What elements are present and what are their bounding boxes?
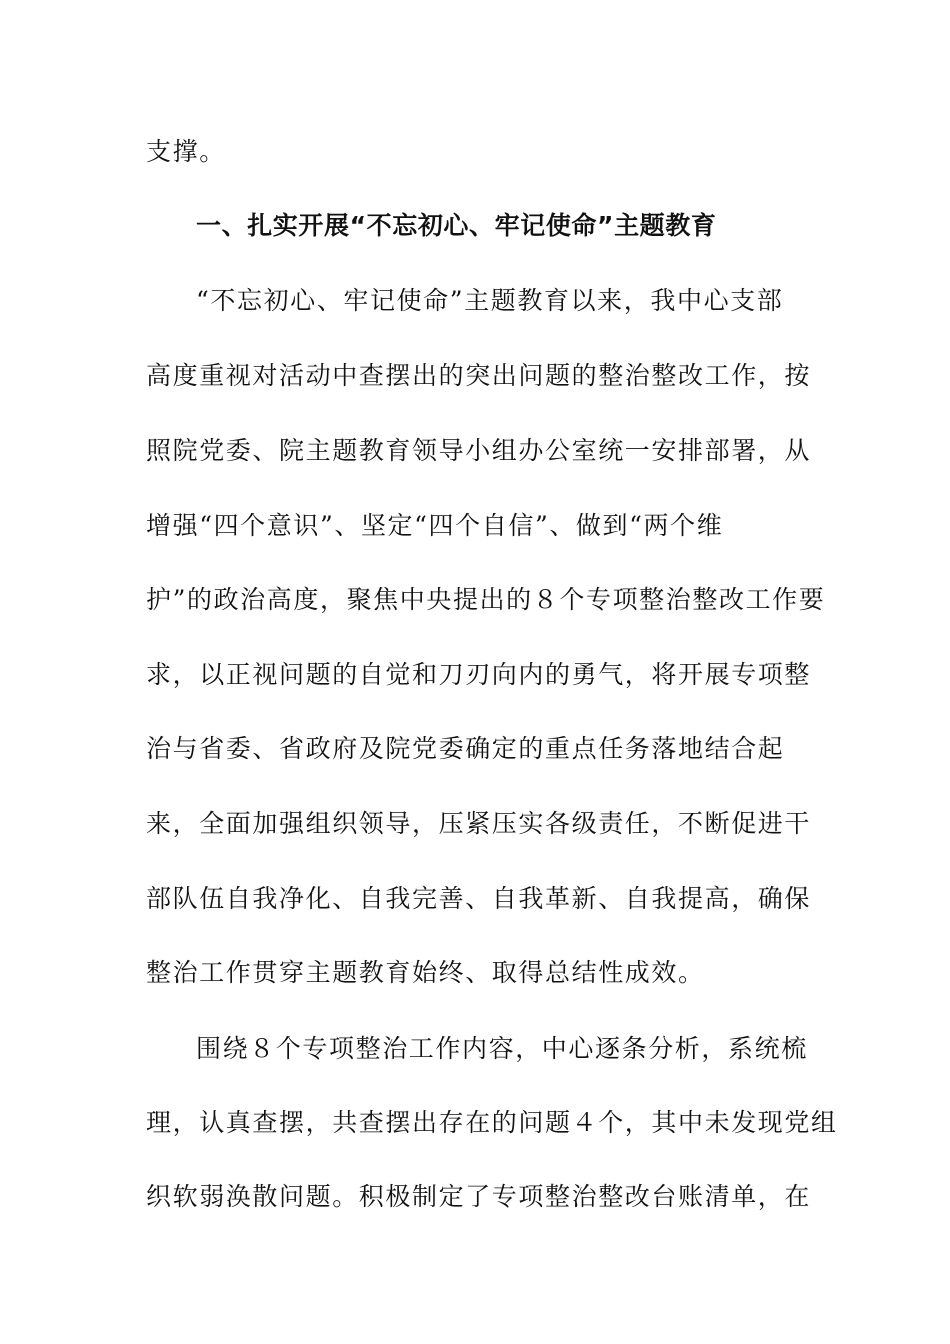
intro-line: 支撑。 xyxy=(146,137,226,166)
paragraph-line: 围绕８个专项整治工作内容，中心逐条分析，系统梳 xyxy=(196,1034,808,1063)
paragraph-line: “不忘初心、牢记使命”主题教育以来，我中心支部 xyxy=(196,286,784,315)
paragraph-line: 求，以正视问题的自觉和刀刃向内的勇气，将开展专项整 xyxy=(146,660,812,689)
section-heading: 一、扎实开展“不忘初心、牢记使命”主题教育 xyxy=(196,211,717,240)
paragraph-line: 照院党委、院主题教育领导小组办公室统一安排部署，从 xyxy=(146,436,812,465)
paragraph-line: 增强“四个意识”、坚定“四个自信”、做到“两个维 xyxy=(146,511,724,540)
paragraph-line: 护”的政治高度，聚焦中央提出的８个专项整治整改工作要 xyxy=(146,585,826,614)
paragraph-line: 整治工作贯穿主题教育始终、取得总结性成效。 xyxy=(146,958,705,987)
paragraph-line: 织软弱涣散问题。积极制定了专项整治整改台账清单，在 xyxy=(146,1182,812,1211)
paragraph-line: 来，全面加强组织领导，压紧压实各级责任，不断促进干 xyxy=(146,809,812,838)
paragraph-line: 治与省委、省政府及院党委确定的重点任务落地结合起 xyxy=(146,734,785,763)
paragraph-line: 高度重视对活动中查摆出的突出问题的整治整改工作，按 xyxy=(146,361,812,390)
paragraph-line: 部队伍自我净化、自我完善、自我革新、自我提高，确保 xyxy=(146,884,812,913)
paragraph-line: 理，认真查摆，共查摆出存在的问题４个，其中未发现党组 xyxy=(146,1108,838,1137)
